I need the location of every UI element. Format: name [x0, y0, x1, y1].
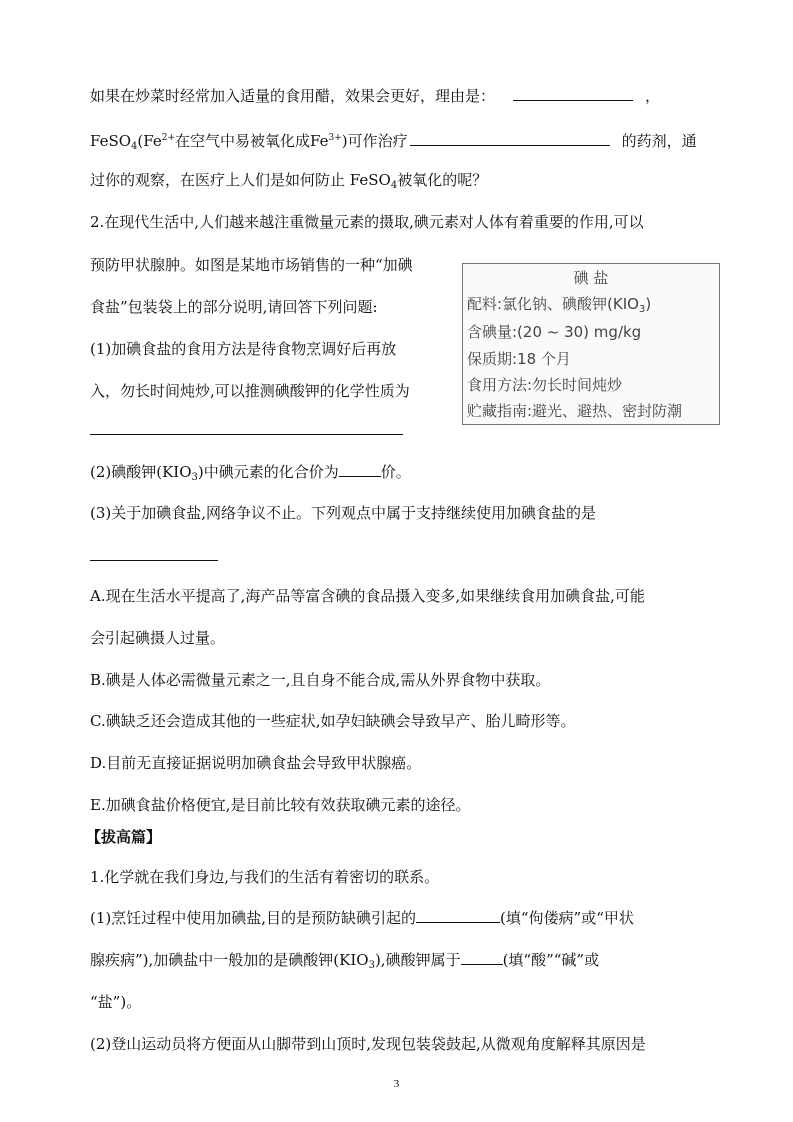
superscript: 2+	[161, 133, 176, 143]
subscript: 4	[390, 180, 398, 191]
option-c: C.碘缺乏还会造成其他的一些症状,如孕妇缺碘会导致早产、胎儿畸形等。	[90, 712, 576, 730]
option-e: E.加碘食盐价格便宜,是目前比较有效获取碘元素的途径。	[90, 796, 471, 814]
question-text: 被氧化的呢？	[397, 171, 488, 189]
option-d: D.目前无直接证据说明加碘食盐会导致甲状腺癌。	[90, 754, 422, 772]
question-2-part-1: 入，勿长时间炖炒,可以推测碘酸钾的化学性质为	[90, 382, 410, 400]
salt-label-title: 碘 盐	[573, 269, 609, 287]
page-number: 3	[393, 1078, 400, 1090]
text-line	[90, 128, 697, 157]
answer-blank[interactable]	[416, 908, 500, 923]
option-b: B.碘是人体必需微量元素之一,且自身不能合成,需从外界食物中获取。	[90, 671, 551, 689]
salt-label-usage: 食用方法:勿长时间炖炒	[467, 376, 623, 394]
salt-label-shelf-life: 保质期:18 个月	[467, 350, 571, 368]
subscript: 3	[368, 960, 375, 971]
answer-blank[interactable]	[339, 462, 381, 477]
question-2-intro: 2.在现代生活中,人们越来越注重微量元素的摄取,碘元素对人体有着重要的作用,可以	[90, 213, 644, 231]
text-line	[90, 86, 660, 106]
salt-label-ingredients	[467, 294, 651, 320]
answer-blank[interactable]	[513, 86, 633, 101]
question-text: )可作治疗	[341, 132, 408, 150]
question-text: (2)碘酸钾(KIO	[90, 463, 192, 481]
question-text: 如果在炒菜时经常加入适量的食用醋，效果会更好，理由是：	[90, 87, 496, 105]
answer-blank[interactable]	[90, 434, 403, 435]
question-text: 的药剂，通	[621, 132, 697, 150]
question-2-part-2	[90, 462, 411, 488]
superscript: 3+	[328, 133, 342, 143]
question-2-intro: 预防甲状腺肿。如图是某地市场销售的一种“加碘	[90, 256, 413, 274]
answer-blank[interactable]	[410, 131, 610, 146]
question-text: 腺疾病”),加碘盐中一般加的是碘酸钾(KIO	[90, 951, 369, 969]
formula-text: FeSO	[90, 132, 132, 150]
section-2-question-1: 1.化学就在我们身边,与我们的生活有着密切的联系。	[90, 868, 440, 886]
iodized-salt-label	[462, 263, 720, 425]
subscript: 3	[638, 304, 646, 315]
question-text: (填“佝偻病”或“甲状	[500, 909, 634, 927]
option-a-continued: 会引起碘摄人过量。	[90, 629, 226, 647]
salt-label-text: )	[645, 295, 652, 313]
section-2-part-1-continued: “盐”)。	[90, 993, 142, 1011]
subscript: 4	[131, 141, 138, 152]
answer-blank[interactable]	[90, 560, 218, 561]
question-text: (Fe	[137, 132, 162, 150]
question-text: )中碘元素的化合价为	[197, 463, 339, 481]
question-text: (1)烹饪过程中使用加碘盐,目的是预防缺碘引起的	[90, 909, 417, 927]
question-text: ),碘酸钾属于	[374, 951, 461, 969]
question-text: 过你的观察，在医疗上人们是如何防止 FeSO	[90, 171, 391, 189]
section-2-part-2: (2)登山运动员将方便面从山脚带到山顶时,发现包装袋鼓起,从微观角度解释其原因是	[90, 1035, 646, 1053]
section-2-part-1	[90, 908, 634, 928]
question-2-part-3: (3)关于加碘食盐,网络争议不止。下列观点中属于支持继续使用加碘食盐的是	[90, 504, 597, 522]
option-a: A.现在生活水平提高了,海产品等富含碘的食品摄入变多,如果继续食用加碘食盐,可能	[90, 587, 645, 605]
question-2-intro: 食盐”包装袋上的部分说明,请回答下列问题:	[90, 298, 378, 316]
text-line	[90, 170, 487, 196]
question-text: 价。	[380, 463, 411, 481]
salt-label-text: 配料:氯化钠、碘酸钾(KIO	[467, 295, 639, 313]
question-text: 在空气中易被氧化成Fe	[175, 132, 329, 150]
question-text: (填“酸”“碱”或	[502, 951, 600, 969]
question-text: ，	[645, 87, 661, 105]
question-2-part-1: (1)加碘食盐的食用方法是待食物烹调好后再放	[90, 340, 397, 358]
salt-label-storage: 贮藏指南:避光、避热、密封防潮	[467, 402, 683, 420]
section-heading: 【拔高篇】	[86, 828, 162, 846]
subscript: 3	[191, 472, 198, 483]
salt-label-iodine-content: 含碘量:(20 ~ 30) mg/kg	[467, 323, 642, 341]
section-2-part-1-continued	[90, 950, 599, 976]
answer-blank[interactable]	[461, 950, 503, 965]
